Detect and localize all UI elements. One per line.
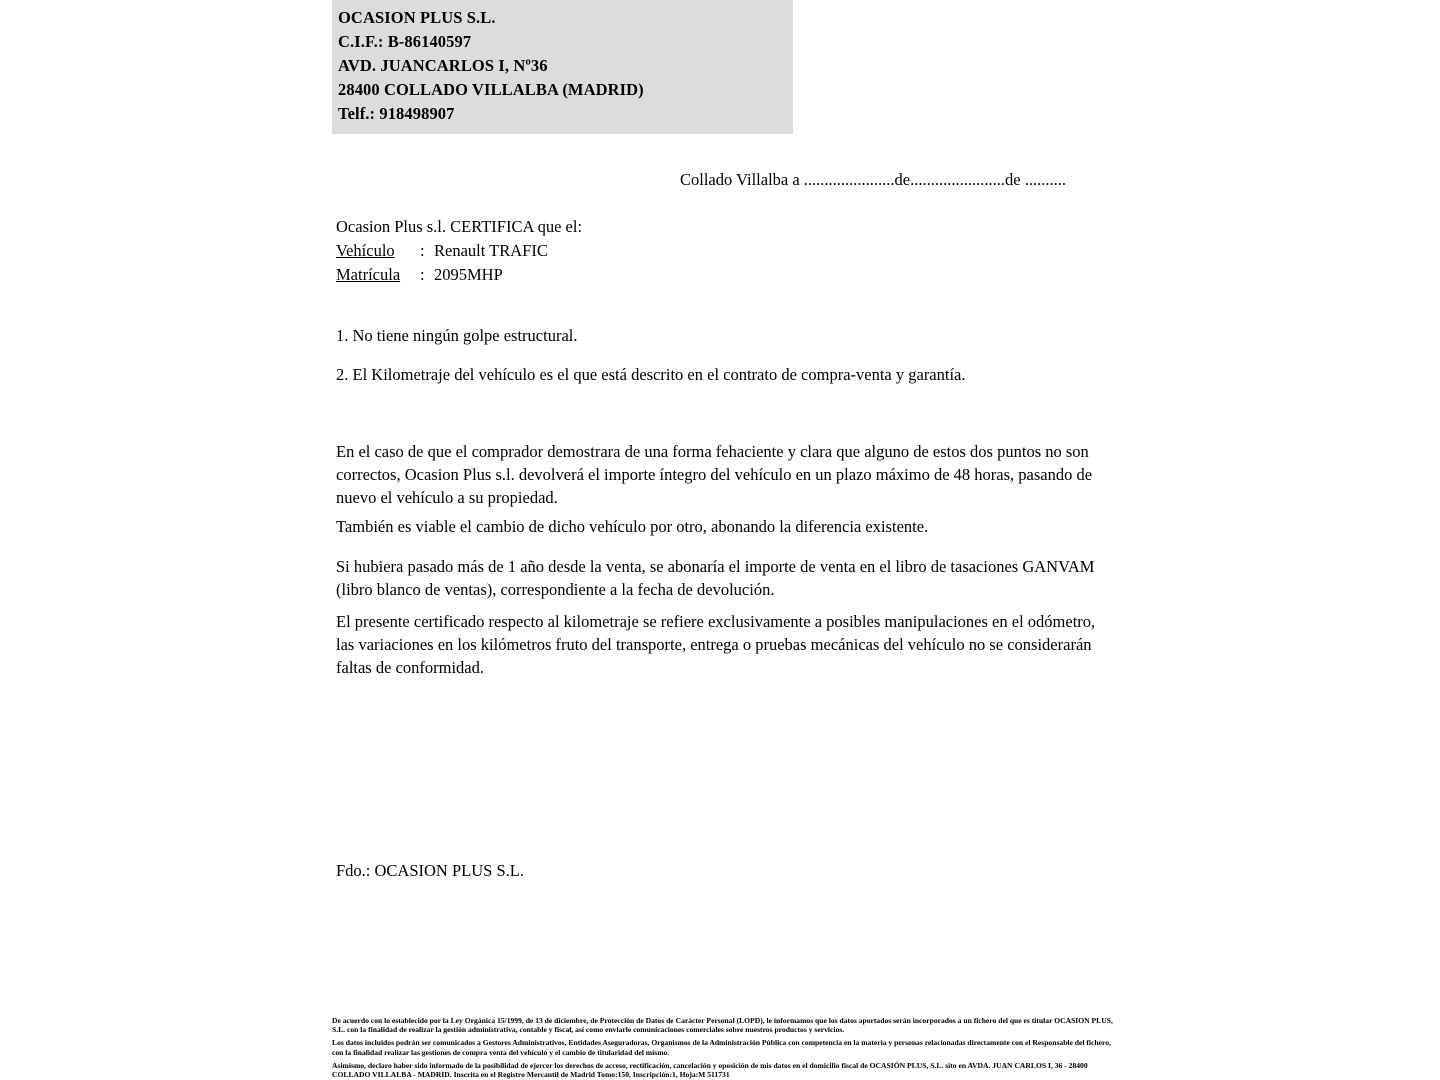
company-phone: Telf.: 918498907 (338, 104, 455, 123)
plate-label: Matrícula (336, 265, 401, 284)
legal-paragraph-2: Los datos incluidos podrán ser comunicados a Gestores Administrativos, Entidades Aseguradoras, Organismos de la Administración Pública con competencia en la materia y personas relacionadas directamente con el Responsable del fichero, con la finalidad realizar las gestiones de compra venta del vehículo y el cambio de titularidad del mismo. (332, 1038, 1111, 1057)
legal-notice (332, 1016, 1122, 1079)
legal-paragraph-3: Asimismo, declaro haber sido informado de la posibilidad de ejercer los derechos de acceso, rectificación, cancelación y oposición de mis datos en el domicilio fiscal de OCASIÓN PLUS, S.L. sito en AVDA. JUAN CARLOS I, 36 - 28400 COLLADO VILLALBA - MADRID. Inscrita en el Registro Mercantil de Madrid Tomo:150, Inscripción:1, Hoja:M 511731 (332, 1060, 1088, 1080)
legal-paragraph-1: De acuerdo con lo establecido por la Ley Orgánica 15/1999, de 13 de diciembre, de Protección de Datos de Carácter Personal (LOPD), le informamos que los datos aportados serán incorporados a un fichero del que es titular OCASION PLUS, S.L. con la finalidad de realizar la gestión administrativa, contable y fiscal, así como enviarle comunicaciones comerciales sobre nuestros productos y servicios. (332, 1016, 1113, 1035)
paragraph-2: También es viable el cambio de dicho vehículo por otro, abonando la diferencia existente. (336, 517, 929, 536)
date-line: Collado Villalba a ......................de.......................de .......... (680, 170, 1066, 189)
vehicle-label: Vehículo (336, 241, 395, 260)
point-2: 2. El Kilometraje del vehículo es el que está descrito en el contrato de compra-venta y garantía. (336, 365, 966, 384)
vehicle-value: Renault TRAFIC (434, 241, 548, 260)
paragraph-4: El presente certificado respecto al kilometraje se refiere exclusivamente a posibles manipulaciones en el odómetro, las variaciones en los kilómetros fruto del transporte, entrega o pruebas mecánicas del vehículo no se considerarán faltas de conformidad. (336, 612, 1096, 677)
vehicle-row (336, 239, 582, 263)
certifies-block (336, 215, 582, 287)
certifies-intro: Ocasion Plus s.l. CERTIFICA que el: (336, 217, 583, 236)
plate-separator: : (420, 265, 425, 284)
letterhead-block (332, 0, 793, 134)
signature-line: Fdo.: OCASION PLUS S.L. (336, 861, 524, 880)
plate-value: 2095MHP (434, 265, 503, 284)
paragraph-1: En el caso de que el comprador demostrara de una forma fehaciente y clara que alguno de estos dos puntos no son correctos, Ocasion Plus s.l. devolverá el importe íntegro del vehículo en un plazo máximo de 48 horas, pasando de nuevo el vehículo a su propiedad. (336, 442, 1093, 507)
company-name: OCASION PLUS S.L. (338, 8, 496, 27)
paragraph-3: Si hubiera pasado más de 1 año desde la venta, se abonaría el importe de venta en el libro de tasaciones GANVAM (libro blanco de ventas), correspondiente a la fecha de devolución. (336, 557, 1095, 599)
vehicle-separator: : (420, 241, 425, 260)
point-1: 1. No tiene ningún golpe estructural. (336, 326, 578, 345)
plate-row (336, 263, 582, 287)
company-address: AVD. JUANCARLOS I, Nº36 (338, 56, 548, 75)
company-city: 28400 COLLADO VILLALBA (MADRID) (338, 80, 644, 99)
company-cif: C.I.F.: B-86140597 (338, 32, 472, 51)
